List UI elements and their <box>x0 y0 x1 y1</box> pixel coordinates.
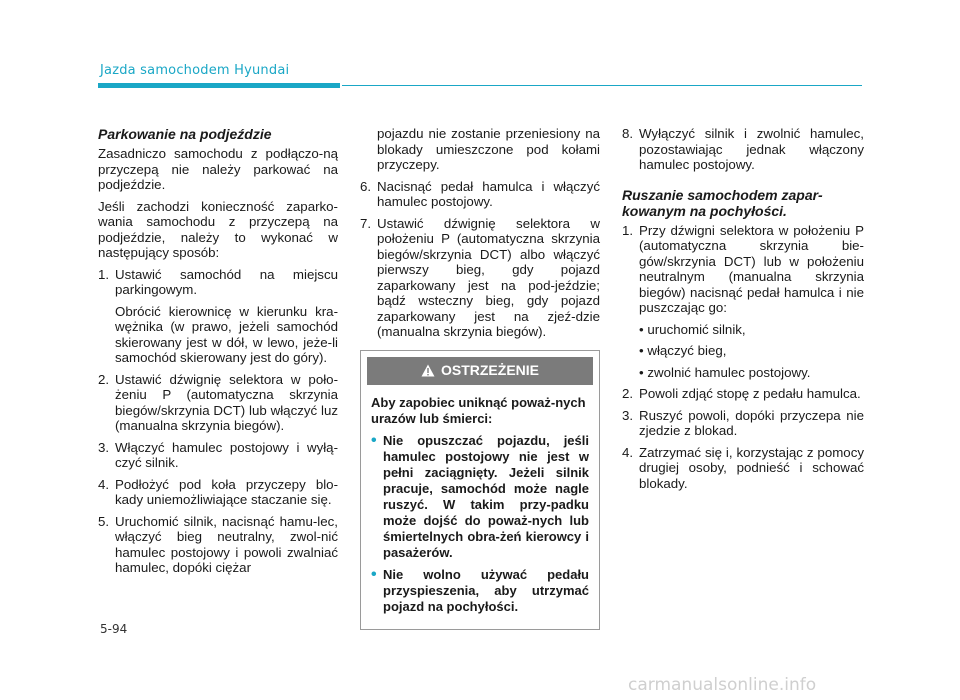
list-text: Powoli zdjąć stopę z pedału hamulca. <box>639 386 861 401</box>
paragraph: Zasadniczo samochodu z podłączo-ną przyczepą nie należy parkować na podjeździe. <box>98 146 338 192</box>
header-rule-thick <box>98 83 340 88</box>
list-item <box>98 372 338 434</box>
bullet-item: • zwolnić hamulec postojowy. <box>639 364 811 380</box>
column-middle <box>360 126 600 630</box>
heading-start-hill: Ruszanie samochodem zapar-kowanym na pochyłości. <box>622 186 823 219</box>
warning-triangle-icon <box>421 364 435 377</box>
list-number: 3. <box>622 407 634 423</box>
list-item <box>622 223 864 316</box>
column-left <box>98 126 338 582</box>
list-number: 5. <box>98 513 110 529</box>
list-item <box>98 514 338 576</box>
list-text: Podłożyć pod koła przyczepy blo-kady uniemożliwiające staczanie się. <box>115 476 338 507</box>
list-item <box>622 408 864 439</box>
list-subtext: Obrócić kierownicę w kierunku kra-wężnika (w prawo, jeżeli samochód skierowany jest w dół, w lewo, jeże-li samochód skierowany jest do góry). <box>115 303 338 365</box>
list-text: Zatrzymać się i, korzystając z pomocy drugiej osoby, podnieść i schować blokady. <box>639 444 864 491</box>
list-text: Uruchomić silnik, nacisnąć hamu-lec, włączyć bieg neutralny, zwol-nić hamulec postojowy i powoli zwalniać hamulec, dopóki ciężar <box>115 513 338 575</box>
warning-bullet-text: Nie opuszczać pojazdu, jeśli hamulec postojowy nie jest w pełni zaciągnięty. Jeżeli silnik pracuje, samochód może nagle ruszyć. W takim przy-padku może dojść do poważ-nych lub śmiertelnych obra-żeń kierowcy i pasażerów. <box>383 432 589 560</box>
list-number: 3. <box>98 439 110 455</box>
bullet-item: • włączyć bieg, <box>639 343 727 358</box>
warning-intro: Aby zapobiec uniknąć poważ-nych urazów lub śmierci: <box>371 394 586 426</box>
list-number: 6. <box>360 178 372 194</box>
list-text: Ruszyć powoli, dopóki przyczepa nie zjedzie z blokad. <box>639 407 864 438</box>
warning-header <box>367 357 593 385</box>
list-number: 2. <box>98 371 110 387</box>
warning-box <box>360 350 600 630</box>
list-item <box>622 445 864 492</box>
list-item <box>98 440 338 471</box>
list-item <box>98 477 338 508</box>
list-number: 1. <box>622 222 634 238</box>
list-text: Wyłączyć silnik i zwolnić hamulec, pozostawiając jednak włączony hamulec postojowy. <box>639 126 864 172</box>
list-text: Ustawić samochód na miejscu parkingowym. <box>115 266 338 297</box>
list-number: 8. <box>622 126 634 141</box>
heading-parking-hill: Parkowanie na podjeździe <box>98 126 272 142</box>
bullet-dot-icon: • <box>371 431 377 449</box>
list-text: Ustawić dźwignię selektora w poło-żeniu P (automatyczna skrzynia biegów/skrzynia DCT) lub włączyć luz (manualna skrzynia biegów). <box>115 371 338 433</box>
list-number: 2. <box>622 386 634 401</box>
list-item <box>98 267 338 366</box>
list-text: Nacisnąć pedał hamulca i włączyć hamulec postojowy. <box>377 178 600 209</box>
list-item <box>622 386 864 402</box>
header-rule-thin <box>342 85 862 86</box>
list-number: 7. <box>360 215 372 231</box>
warning-body <box>361 385 599 629</box>
warning-bullet-text: Nie wolno używać pedału przyspieszenia, aby utrzymać pojazd na pochyłości. <box>383 566 589 614</box>
list-number: 4. <box>622 444 634 460</box>
column-right <box>622 126 864 497</box>
bullet-item: • uruchomić silnik, <box>639 321 746 337</box>
list-number: 4. <box>98 476 110 492</box>
list-number: 1. <box>98 266 110 282</box>
list-text: Przy dźwigni selektora w położeniu P (automatyczna skrzynia bie-gów/skrzynia DCT) lub w położeniu neutralnym (manualna skrzynia biegów) nacisnąć pedał hamulca i nie puszczając go: <box>639 222 864 315</box>
paragraph-continuation: pojazdu nie zostanie przeniesiony na blokady umieszczone pod kołami przyczepy. <box>377 126 600 172</box>
warning-bullet <box>371 433 589 561</box>
list-text: Włączyć hamulec postojowy i wyłą-czyć silnik. <box>115 439 338 470</box>
watermark: carmanualsonline.info <box>628 675 817 695</box>
warning-title: OSTRZEŻENIE <box>440 361 539 378</box>
warning-bullet <box>371 567 589 615</box>
list-item <box>360 216 600 340</box>
paragraph: Jeśli zachodzi konieczność zaparko-wania samochodu z przyczepą na podjeździe, należy to wykonać w następujący sposób: <box>98 198 338 260</box>
list-item <box>360 179 600 210</box>
section-title: Jazda samochodem Hyundai <box>100 63 290 78</box>
list-text: Ustawić dźwignię selektora w położeniu P (automatyczna skrzynia biegów/skrzynia DCT) albo włączyć pierwszy bieg, gdy pojazd zaparkowany jest na pod-jeździe; bądź wsteczny bieg, gdy pojazd zaparkowany jest na zjeź-dzie (manualna skrzynia biegów). <box>377 215 600 339</box>
bullet-dot-icon: • <box>371 565 377 583</box>
list-item <box>622 126 864 173</box>
page-number: 5-94 <box>100 622 128 636</box>
